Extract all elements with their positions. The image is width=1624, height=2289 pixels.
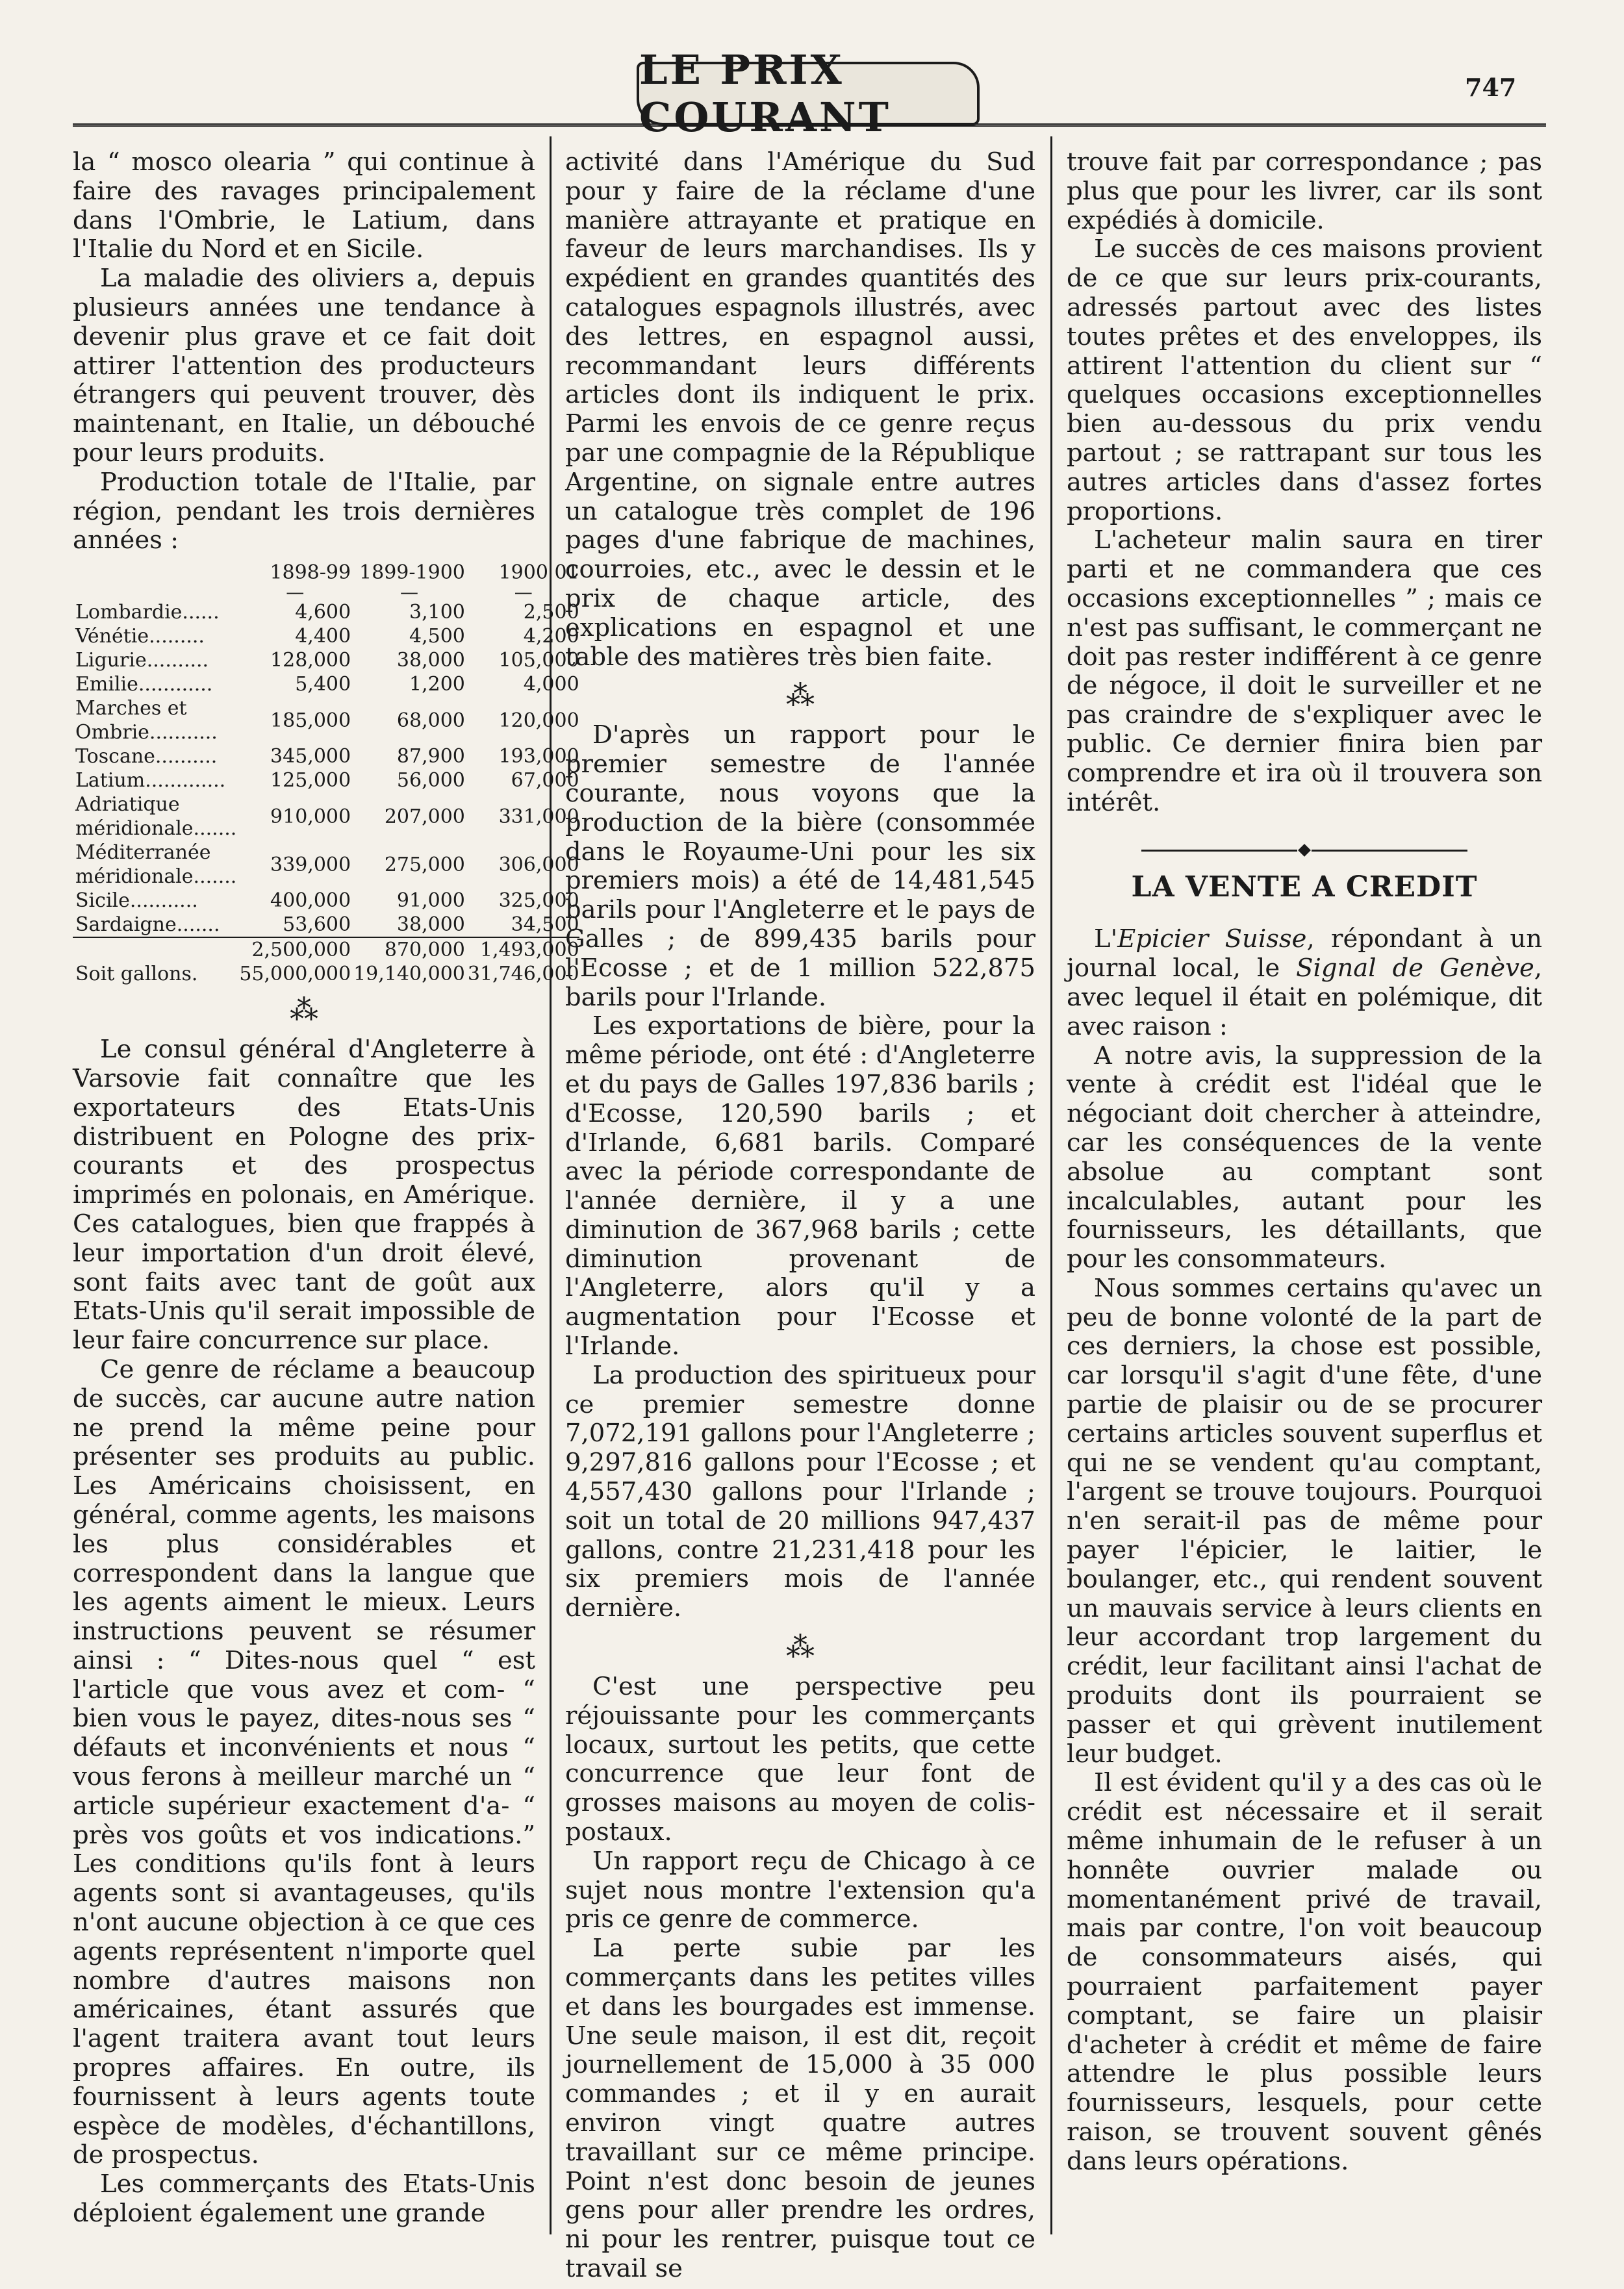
- table-cell: 55,000,000: [239, 963, 351, 986]
- table-cell: 19,140,000: [353, 963, 465, 986]
- region-name: Méditerranée méridionale.......: [75, 841, 237, 889]
- table-cell: 193,000: [498, 745, 579, 768]
- total-label: [73, 937, 236, 962]
- paragraph: C'est une perspective peu réjouissante pour les commerçants locaux, surtout les petits, que cette concurrence que leur font de grosses maisons au moyen de colis-postaux.: [565, 1672, 1035, 1847]
- paragraph: La maladie des oliviers a, depuis plusieurs années une tendance à devenir plus grave et ce fait doit attirer l'attention des producteurs étrangers qui peuvent trouver, dès maintenant, en Italie, un débouché pour leurs produits.: [73, 264, 535, 468]
- table-row: [73, 624, 579, 648]
- column-divider: [550, 136, 552, 2234]
- table-cell: 3,100: [409, 601, 465, 624]
- paragraph: A notre avis, la suppression de la vente à crédit est l'idéal que le négociant doit chercher à atteindre, car les conséquences de la vente absolue au comptant sont incalculables, autant pour les fournisseurs, les détaillants, que pour les consommateurs.: [1067, 1041, 1542, 1274]
- table-cell: 68,000: [396, 709, 465, 732]
- paragraph: Le succès de ces maisons provient de ce que sur leurs prix-courants, adressés partout avec des listes toutes prêtes et des enveloppes, ils attirent l'attention du client sur “ quelques occasions exceptionnelles bien au-dessous du prix vendu partout ; se rattrapant sur tous les autres articles dans d'assez fortes proportions.: [1067, 234, 1542, 526]
- table-cell: 339,000: [270, 853, 351, 876]
- paragraph: trouve fait par correspondance ; pas plus que pour les livrer, car ils sont expédiés à domicile.: [1067, 147, 1542, 235]
- table-cell: 870,000: [351, 937, 465, 962]
- table-header: 1899-1900: [359, 561, 465, 585]
- text-run: , répondant à un journal local, le: [1067, 924, 1542, 983]
- table-row: [73, 768, 579, 792]
- paragraph: [1067, 925, 1542, 1041]
- table-cell: 1,200: [409, 673, 465, 696]
- table-cell: 4,600: [295, 601, 351, 624]
- table-row: [73, 744, 579, 768]
- table-cell: 910,000: [270, 805, 351, 828]
- table-dash: —: [286, 581, 305, 603]
- table-row: [73, 792, 579, 841]
- header-rule: [73, 123, 1546, 127]
- region-name: Ligurie..........: [75, 649, 209, 672]
- section-title: LA VENTE A CREDIT: [1131, 870, 1478, 904]
- region-name: Sicile...........: [75, 889, 198, 913]
- region-name: Latium.............: [75, 769, 226, 792]
- region-name: Sardaigne.......: [75, 913, 220, 937]
- table-cell: 38,000: [396, 649, 465, 672]
- table-cell: 38,000: [396, 913, 465, 937]
- section-divider-ornament: [1067, 846, 1542, 855]
- paragraph: Ce genre de réclame a beaucoup de succès, car aucune autre nation ne prend la même peine pour présenter ses produits au public. Les Américains choisissent, en général, comme agents, les maisons les plus considérables et correspondent dans la langue que les agents aiment le mieux. Leurs instructions peuvent se résumer ainsi : “ Dites-nous quel “ est l'article que vous avez et com- “ bien vous le payez, dites-nous ses “ défauts et inconvénients et nous “ vous ferons à meilleur marché un “ article supérieur exactement d'a- “ près vos goûts et vos indications.” Les conditions qu'ils font à leurs agents sont si avantageuses, qu'ils n'ont aucune objection à ce que ces agents représentent n'importe quel nombre d'autres maisons non américaines, étant assurés que l'agent traitera avant tout leurs propres affaires. En outre, ils fournissent à leurs agents toute espèce de modèles, d'échantillons, de prospectus.: [73, 1354, 535, 2170]
- table-header: 1900 01: [498, 561, 579, 585]
- table-cell: 91,000: [396, 889, 465, 913]
- region-name: Vénétie.........: [75, 625, 205, 648]
- table-cell: 2,500,000: [236, 937, 351, 962]
- table-cell: 4,200: [523, 625, 579, 648]
- table-cell: 4,000: [523, 673, 579, 696]
- region-name: Marches et Ombrie...........: [75, 697, 218, 744]
- table-row: [73, 600, 579, 624]
- table-cell: 120,000: [498, 709, 579, 732]
- table-row: [73, 648, 579, 672]
- paragraph: Les commerçants des Etats-Unis déploient également une grande: [73, 2169, 535, 2229]
- masthead-logo: LE PRIX COURANT: [637, 62, 980, 125]
- table-cell: 67,000: [511, 769, 579, 792]
- table-cell: 4,500: [409, 625, 465, 648]
- table-cell: 56,000: [396, 769, 465, 792]
- paragraph: Le consul général d'Angleterre à Varsovie fait connaître que les exportateurs des Etats-Unis distribuent en Pologne des prix-courants et des prospectus imprimés en polonais, en Amérique. Ces catalogues, bien que frappés à leur importation d'un droit élevé, sont faits avec tant de goût aux Etats-Unis qu'il serait impossible de leur faire concurrence sur place.: [73, 1035, 535, 1356]
- publication-name: Epicier Suisse: [1117, 924, 1307, 954]
- paragraph: Il est évident qu'il y a des cas où le crédit est nécessaire et il serait même inhumain de le refuser à un honnête ouvrier malade ou momentanément privé de travail, mais par contre, l'on voit beaucoup de consommateurs aisés, qui pourraient parfaitement payer comptant, se faire un plaisir d'acheter à crédit et même de faire attendre le plus possible leurs fournisseurs, lesquels, pour cette raison, se trouvent souvent gênés dans leurs opérations.: [1067, 1768, 1542, 2176]
- region-name: Toscane..........: [75, 745, 218, 768]
- table-cell: 185,000: [270, 709, 351, 732]
- text-run: , avec lequel il était en polémique, dit avec raison :: [1067, 954, 1542, 1041]
- table-cell: 4,400: [295, 625, 351, 648]
- table-cell: 275,000: [384, 853, 465, 876]
- ornament-line: [1141, 850, 1297, 852]
- table-dash: —: [514, 581, 533, 603]
- table-cell: 125,000: [270, 769, 351, 792]
- table-row: [73, 841, 579, 889]
- table-cell: 345,000: [270, 745, 351, 768]
- table-row: [73, 672, 579, 696]
- table-dash-row: [73, 585, 579, 600]
- page-number: 747: [1465, 73, 1517, 102]
- asterism: ⁂: [290, 994, 318, 1028]
- ornament-diamond: [1298, 844, 1311, 857]
- table-cell: 1,493,000: [465, 937, 579, 962]
- table-cell: 128,000: [270, 649, 351, 672]
- column-divider: [1050, 136, 1052, 2234]
- table-cell: 31,746,000: [467, 963, 579, 986]
- table-cell: 207,000: [384, 805, 465, 828]
- table-cell: 53,600: [283, 913, 351, 937]
- table-header-row: [73, 561, 579, 585]
- column-3: [1067, 148, 1542, 2220]
- text-run: L': [1094, 924, 1118, 954]
- table-cell: 2,500: [523, 601, 579, 624]
- paragraph: L'acheteur malin saura en tirer parti et ne commandera que ces occasions exceptionnelles ” ; mais ce n'est pas suffisant, le commerçant ne doit pas rester indifférent à ce genre de négoce, il doit le surveiller et ne pas craindre de s'expliquer avec le public. Ce dernier finira bien par comprendre et ira où il trouvera son intérêt.: [1067, 525, 1542, 817]
- table-row: [73, 696, 579, 744]
- table-gallons-row: [73, 962, 579, 986]
- asterism: ⁂: [786, 679, 815, 713]
- table-dash: —: [400, 581, 418, 603]
- paragraph: la “ mosco olearia ” qui continue à faire des ravages principalement dans l'Ombrie, le Latium, dans l'Italie du Nord et en Sicile.: [73, 147, 535, 264]
- ornament-line: [1312, 850, 1467, 852]
- table-cell: 306,000: [498, 853, 579, 876]
- column-1: [73, 147, 579, 2229]
- region-name: Adriatique méridionale.......: [75, 793, 237, 841]
- column-2: [565, 147, 1035, 2283]
- publication-name: Signal de Genève: [1296, 954, 1534, 983]
- asterism: ⁂: [786, 1631, 815, 1665]
- table-row: [73, 889, 579, 913]
- table-cell: 325,000: [498, 889, 579, 913]
- gallons-label: Soit gallons.: [75, 963, 198, 986]
- table-cell: 34,500: [511, 913, 579, 937]
- paragraph: Un rapport reçu de Chicago à ce sujet nous montre l'extension qu'a pris ce genre de commerce.: [565, 1846, 1035, 1934]
- region-name: Emilie............: [75, 673, 213, 696]
- table-total-row: [73, 937, 579, 962]
- paragraph: activité dans l'Amérique du Sud pour y faire de la réclame d'une manière attrayante et pratique en faveur de leurs marchandises. Ils y expédient en grandes quantités des catalogues espagnols illustrés, avec des lettres, en espagnol aussi, recommandant leurs différents articles dont ils indiquent le prix. Parmi les envois de ce genre reçus par une compagnie de la République Argentine, on signale entre autres un catalogue très complet de 196 pages d'une fabrique de machines, courroies, etc., avec le dessin et le prix de chaque article, des explications en espagnol et une table des matières très bien faite.: [565, 147, 1035, 672]
- region-name: Lombardie......: [75, 601, 220, 624]
- paragraph: Les exportations de bière, pour la même période, ont été : d'Angleterre et du pays de Galles 197,836 barils ; d'Ecosse, 120,590 barils ; et d'Irlande, 6,681 barils. Comparé avec la période correspondante de l'année dernière, il y a une diminution de 367,968 barils ; cette diminution provenant de l'Angleterre, alors qu'il y a augmentation pour l'Ecosse et l'Irlande.: [565, 1011, 1035, 1361]
- table-cell: 87,900: [396, 745, 465, 768]
- table-cell: 400,000: [270, 889, 351, 913]
- table-cell: 331,000: [498, 805, 579, 828]
- olive-oil-production-table: [73, 561, 579, 986]
- paragraph: La production des spiritueux pour ce premier semestre donne 7,072,191 gallons pour l'Angleterre ; 9,297,816 gallons pour l'Ecosse ; et 4,557,430 gallons pour l'Irlande ; soit un total de 20 millions 947,437 gallons, contre 21,231,418 pour les six premiers mois de l'année dernière.: [565, 1360, 1035, 1623]
- table-cell: 105,000: [498, 649, 579, 672]
- paragraph: Nous sommes certains qu'avec un peu de bonne volonté de la part de ces derniers, la chose est possible, car lorsqu'il s'agit d'une fête, d'une partie de plaisir ou de se procurer certains articles souvent superflus et qui ne se vendent qu'au comptant, l'argent se trouve toujours. Pourquoi n'en serait-il pas de même pour payer l'épicier, le laitier, le boulanger, etc., qui rendent souvent un mauvais service à leurs clients en leur accordant trop largement du crédit, leur facilitant ainsi l'achat de produits dont ils pourraient se passer et qui grèvent inutilement leur budget.: [1067, 1273, 1542, 1769]
- paragraph: Production totale de l'Italie, par région, pendant les trois dernières années :: [73, 467, 535, 555]
- paragraph: La perte subie par les commerçants dans les petites villes et dans les bourgades est immense. Une seule maison, il est dit, reçoit journellement de 15,000 à 35 000 commandes ; et il y en aurait environ vingt quatre autres travaillant sur ce même principe. Point n'est donc besoin de jeunes gens pour aller prendre les ordres, ni pour les rentrer, puisque tout ce travail se: [565, 1934, 1035, 2283]
- table-header: 1898-99: [270, 561, 351, 585]
- table-header: [73, 561, 236, 585]
- table-cell: 5,400: [295, 673, 351, 696]
- table-row: [73, 913, 579, 937]
- paragraph: D'après un rapport pour le premier semestre de l'année courante, nous voyons que la production de la bière (consommée dans le Royaume-Uni pour les six premiers mois) a été de 14,481,545 barils pour l'Angleterre et le pays de Galles ; de 899,435 barils pour l'Ecosse ; et de 1 million 522,875 barils pour l'Irlande.: [565, 720, 1035, 1012]
